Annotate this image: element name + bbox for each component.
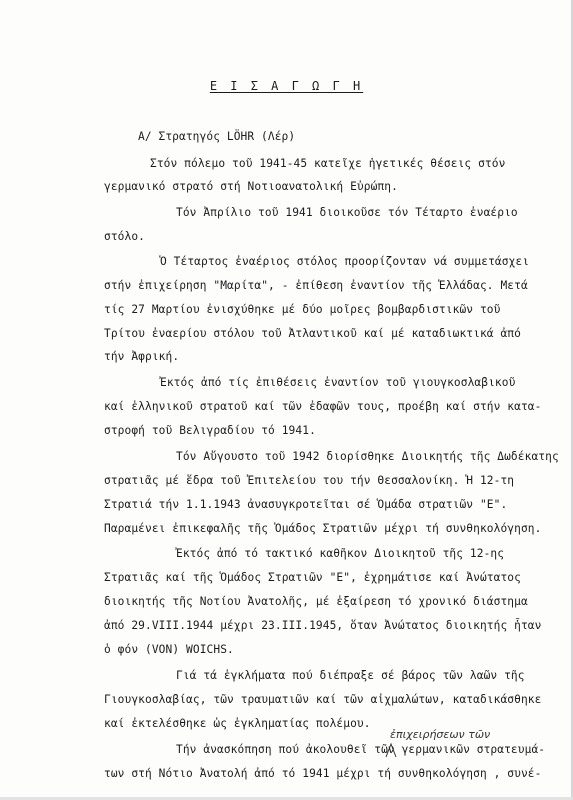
text-line: Στόν πόλεμο τοῦ 1941-45 κατεῖχε ἡγετικές θέσεις στόν — [150, 157, 506, 170]
text-line: ἀπό 29.VIII.1944 μέχρι 23.III.1945, ὅταν Ἀνώτατος διοικητής ἦταν — [104, 619, 542, 632]
text-line: Τόν Ἀπρίλιο τοῦ 1941 διοικοῦσε τόν Τέταρτο ἐναέριο — [176, 206, 518, 219]
text-line: Γιά τά ἐγκλήματα πού διέπραξε σέ βάρος τῶν λαῶν τῆς — [176, 669, 525, 682]
text-line: στρατιᾶς μέ ἕδρα τοῦ Ἐπιτελείου του τήν Θεσσαλονίκη. Ἡ 12-τη — [104, 474, 515, 487]
text-line: ὁ φόν (VON) WOICHS. — [104, 643, 234, 656]
text-line: Ὁ Τέταρτος ἐναέριος στόλος προορίζονταν νά συμμετάσχει — [160, 255, 530, 268]
text-line: στόλο. — [104, 230, 146, 243]
text-line: γερμανικό στρατό στή Νοτιοανατολική Εὐρώπη. — [104, 180, 398, 193]
text-line: Στρατιά τήν 1.1.1943 ἀνασυγκροτεῖται σέ Ὁμάδα στρατιῶν "Ε". — [104, 498, 508, 511]
text-line: Τόν Αὔγουστο τοῦ 1942 διορίσθηκε Διοικητής τῆς Δωδέκατης — [176, 450, 559, 463]
text-line: των στή Νότιο Ἀνατολή ἀπό τό 1941 μέχρι τή συνθηκολόγηση , συνέ- — [104, 767, 542, 780]
text-line: Στρατιᾶς καί τῆς Ὁμάδος Στρατιῶν "Ε", ἐχρημάτισε καί Ἀνώτατος — [104, 571, 521, 584]
document-title: Ε Ι Σ Α Γ Ω Γ Η — [209, 79, 364, 93]
text-line: τίς 27 Μαρτίου ἐνισχύθηκε μέ δύο μοῖρες βομβαρδιστικῶν τοῦ — [104, 303, 501, 316]
text-line: καί ἑλληνικοῦ στρατοῦ καί τῶν ἐδαφῶν τους, προέβη καί στήν κατα- — [104, 400, 542, 413]
text-line: Παραμένει ἐπικεφαλῆς τῆς Ὁμάδος Στρατιῶν μέχρι τή συνθηκολόγηση. — [104, 522, 542, 535]
text-line: καί ἐκτελέσθηκε ὡς ἐγκληματίας πολέμου. — [104, 717, 371, 730]
text-line: στήν ἐπιχείρηση "Μαρίτα", - ἐπίθεση ἐναντίον τῆς Ἑλλάδας. Μετά — [104, 279, 528, 292]
handwritten-insertion: ἐπιχειρήσεων τῶν — [390, 728, 491, 741]
text-line: στροφή τοῦ Βελιγραδίου τό 1941. — [104, 424, 316, 437]
text-line: τήν Ἀφρική. — [104, 350, 180, 363]
text-line: διοικητής τῆς Νοτίου Ἀνατολῆς, μέ ἐξαίρεση τό χρονικό διάστημα — [104, 595, 528, 608]
text-line: Τήν ἀνασκόπηση πού ἀκολουθεῖ τῶν γερμανικῶν στρατευμά- — [176, 743, 546, 756]
text-line: Ἐκτός ἀπό τίς ἐπιθέσεις ἐναντίον τοῦ γιουγκοσλαβικοῦ — [160, 376, 516, 389]
text-line: Τρίτου ἐναερίου στόλου τοῦ Ἀτλαντικοῦ καί μέ καταδιωκτικά ἀπό — [104, 327, 521, 340]
text-line: Ἐκτός ἀπό τό τακτικό καθῆκον Διοικητοῦ τῆς 12-ης — [176, 547, 505, 560]
text-line: Γιουγκοσλαβίας, τῶν τραυματιῶν καί τῶν αἰχμαλώτων, καταδικάσθηκε — [104, 693, 542, 706]
section-heading: Α/ Στρατηγός LÖHR (Λέρ) — [138, 130, 296, 143]
